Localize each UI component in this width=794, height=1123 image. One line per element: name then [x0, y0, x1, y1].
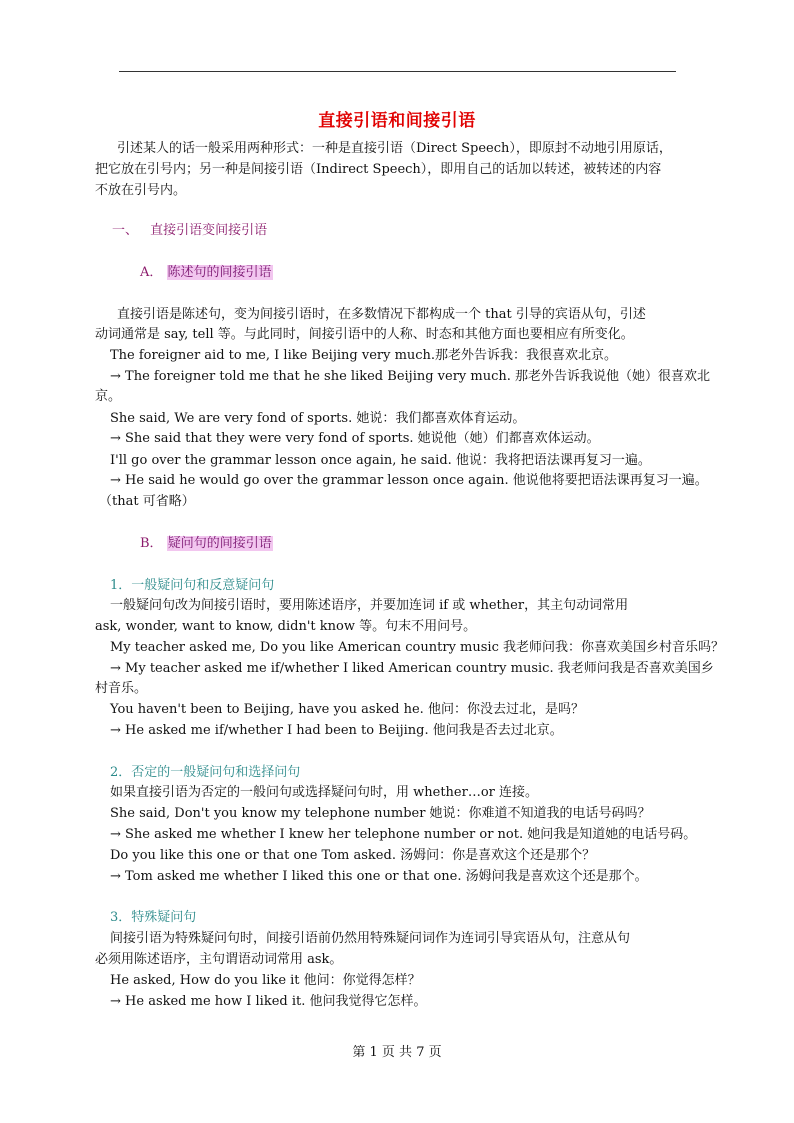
body-line: ask, wonder, want to know, didn't know 等。句末不用问号。	[95, 619, 477, 634]
example-line: （that 可省略）	[99, 494, 195, 509]
section-1-title: 直接引语变间接引语	[150, 223, 268, 238]
section-1-number: 一、	[112, 223, 139, 238]
example-line: She said, We are very fond of sports. 她说：我们都喜欢体育运动。	[110, 411, 526, 426]
document-title: 直接引语和间接引语	[318, 111, 476, 131]
example-line: → My teacher asked me if/whether I liked American country music. 我老师问我是否喜欢美国乡	[110, 661, 714, 676]
example-line: → She said that they were very fond of sports. 她说他（她）们都喜欢体运动。	[110, 431, 600, 446]
body-line: 如果直接引语为否定的一般问句或选择疑问句时，用 whether…or 连接。	[110, 785, 539, 800]
example-line: He asked, How do you like it 他问：你觉得怎样？	[110, 973, 421, 988]
subsection-1-title: 1．一般疑问句和反意疑问句	[110, 578, 275, 593]
section-b-heading	[140, 534, 273, 554]
body-line: 动词通常是 say, tell 等。与此同时，间接引语中的人称、时态和其他方面也要相应有所变化。	[95, 327, 634, 342]
example-line: → She asked me whether I knew her telephone number or not. 她问我是知道她的电话号码。	[110, 827, 697, 842]
body-line: 必须用陈述语序，主句谓语动词常用 ask。	[95, 952, 343, 967]
example-line: → He asked me if/whether I had been to Beijing. 他问我是否去过北京。	[110, 723, 563, 738]
example-line: → He asked me how I liked it. 他问我觉得它怎样。	[110, 994, 427, 1009]
section-b-letter: B．	[140, 536, 163, 551]
page-footer: 第 1 页 共 7 页	[352, 1045, 442, 1060]
example-line: Do you like this one or that one Tom asked. 汤姆问：你是喜欢这个还是那个？	[110, 848, 596, 863]
intro-line: 引述某人的话一般采用两种形式：一种是直接引语（Direct Speech），即原封不动地引用原话，	[117, 141, 672, 156]
header-rule	[119, 71, 676, 72]
example-line: She said, Don't you know my telephone number 她说：你难道不知道我的电话号码吗？	[110, 806, 651, 821]
example-line: My teacher asked me, Do you like American country music 我老师问我：你喜欢美国乡村音乐吗？	[110, 640, 724, 655]
example-line: I'll go over the grammar lesson once again, he said. 他说：我将把语法课再复习一遍。	[110, 453, 651, 468]
intro-line: 把它放在引号内；另一种是间接引语（Indirect Speech），即用自己的话加以转述，被转述的内容	[95, 162, 662, 177]
example-line: → The foreigner told me that he she liked Beijing very much. 那老外告诉我说他（她）很喜欢北	[110, 369, 711, 384]
example-line: The foreigner aid to me, I like Beijing very much.那老外告诉我：我很喜欢北京。	[110, 348, 618, 363]
section-1-heading	[112, 221, 267, 241]
body-line: 一般疑问句改为间接引语时，要用陈述语序，并要加连词 if 或 whether，其主句动词常用	[110, 598, 629, 613]
body-line: 间接引语为特殊疑问句时，间接引语前仍然用特殊疑问词作为连词引导宾语从句，注意从句	[110, 931, 631, 946]
intro-line: 不放在引号内。	[95, 183, 187, 198]
example-line: 京。	[95, 389, 122, 404]
section-a-letter: A．	[140, 265, 163, 280]
section-a-heading	[140, 263, 273, 283]
example-line: → Tom asked me whether I liked this one or that one. 汤姆问我是喜欢这个还是那个。	[110, 869, 648, 884]
example-line: 村音乐。	[95, 681, 148, 696]
example-line: → He said he would go over the grammar lesson once again. 他说他将要把语法课再复习一遍。	[110, 473, 708, 488]
section-a-title: 陈述句的间接引语	[167, 265, 272, 280]
body-line: 直接引语是陈述句，变为间接引语时，在多数情况下都构成一个 that 引导的宾语从句，引述	[117, 307, 646, 322]
subsection-3-title: 3．特殊疑问句	[110, 910, 197, 925]
section-b-title: 疑问句的间接引语	[167, 536, 272, 551]
example-line: You haven't been to Beijing, have you asked he. 他问：你没去过北，是吗？	[110, 702, 584, 717]
subsection-2-title: 2．否定的一般疑问句和选择问句	[110, 765, 301, 780]
